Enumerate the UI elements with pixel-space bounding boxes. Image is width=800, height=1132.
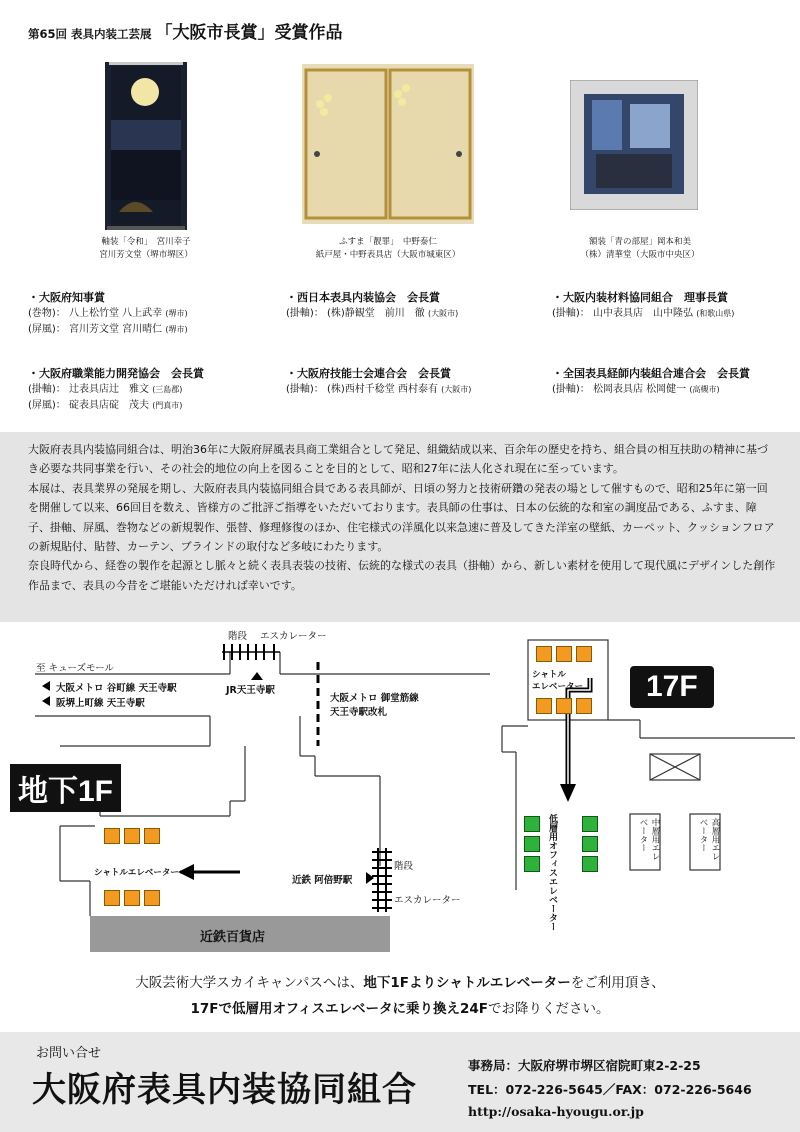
office-elevator-car: [582, 816, 598, 832]
award-winner: 辻表具店辻 雅文: [69, 384, 149, 395]
award-winner: (株)静観堂 前川 徹: [327, 308, 425, 319]
award-winner: (株)西村千稔堂 西村泰有: [327, 384, 438, 395]
kintetsu-label: 近鉄 阿倍野駅: [292, 875, 353, 886]
stairs2-label: 階段: [394, 861, 414, 872]
office-address: 事務局：大阪府堺市堺区宿院町東2-2-25: [468, 1058, 701, 1073]
award-winner: 山中表具店 山中隆弘: [593, 308, 693, 319]
shuttle-elevator-car: [536, 698, 552, 714]
contact-phone-fax: TEL：072-226-5645／FAX：072-226-5646: [468, 1082, 752, 1097]
office-elevator-car: [524, 816, 540, 832]
mid-elevator-label: 中層用エレベーター: [638, 818, 660, 861]
intro-paragraph: 本展は、表具業界の発展を期し、大阪府表具内装協同組合員である表具師が、日頃の努力と技術研鑽の発表の場として催すもので、昭和25年に第一回を開催して以来、66回目を数え、皆様方のご批評ご指導をいただいております。表具師の仕事は、日本の伝統的な和室の調度品である、ふすま、障子、掛軸、屏風、巻物などの新規製作、張替、修理修復のほか、住宅様式の洋風化以来急速に普及してきた洋室の壁紙、カーペット、クッションフロアの新規貼付、貼替、カーテン、ブラインドの取付など多岐にわたります。: [28, 481, 775, 554]
award-place: (堺市): [165, 309, 188, 318]
work-caption-maker: 紙戸屋・中野表具店（大阪市城東区）: [315, 250, 461, 260]
intro-paragraph: 奈良時代から、経巻の製作を起源とし脈々と続く表具表装の技術、伝統的な様式の表具（掛軸）から、新しい素材を使用して現代風にデザインした創作作品まで、表具の今昔をご堪能いただければ幸いです。: [28, 559, 776, 592]
shuttle-elevator-car: [144, 890, 160, 906]
organization-name: 大阪府表具内装協同組合: [32, 1070, 417, 1110]
office-elevator-car: [582, 856, 598, 872]
award-title: ・西日本表具内装協会 会長賞: [286, 291, 440, 304]
page-title: 「大阪市長賞」受賞作品: [155, 23, 343, 43]
award-shokugyo: [28, 366, 204, 414]
award-title: ・大阪府職業能力開発協会 会長賞: [28, 367, 204, 380]
access-guide-line2: [0, 996, 800, 1022]
award-governor: [28, 290, 188, 338]
guide-text: 大阪芸術大学スカイキャンパスへは、: [135, 975, 364, 991]
award-winner: 宮川芳文堂 宮川晴仁: [69, 324, 163, 335]
office-elevator-car: [582, 836, 598, 852]
jr-label: JR天王寺駅: [226, 685, 275, 696]
award-tag: (屏風)：: [28, 324, 66, 335]
award-tag: (掛軸)：: [28, 384, 66, 395]
award-zenkoku: [552, 366, 750, 398]
shuttle-elevator-car: [556, 698, 572, 714]
award-tag: (掛軸)：: [286, 384, 324, 395]
escalator2-label: エスカレーター: [394, 895, 461, 906]
work-caption-title: 額装「青の部屋」岡本和美: [588, 237, 691, 247]
guide-text: をご利用頂き、: [570, 975, 665, 991]
work-caption-title: 軸装「令和」 宮川幸子: [101, 237, 191, 247]
access-guide: [0, 970, 800, 1022]
shuttle-elevator-car: [124, 890, 140, 906]
intro-paragraph: 大阪府表具内装協同組合は、明治36年に大阪府屏風表具商工業組合として発足、組織結成以来、百余年の歴史を持ち、組合員の相互扶助の精神に基づき必要な共同事業を行い、その社会的地位の向上を図ることを目的として、昭和27年に法人化され現在に至っています。: [28, 443, 768, 476]
shuttle-elevator-car: [536, 646, 552, 662]
award-tag: (巻物)：: [28, 308, 66, 319]
floor-badge-b1f: 地下1F: [10, 764, 121, 812]
work-caption-title: ふすま「靓罪」 中野泰仁: [339, 237, 437, 247]
shuttle-label-line2: エレベーター: [532, 682, 584, 692]
stairs-label: 階段: [228, 631, 248, 642]
award-title: ・大阪府知事賞: [28, 291, 105, 304]
award-place: (大阪市): [441, 385, 472, 394]
award-title: ・大阪内装材料協同組合 理事長賞: [552, 291, 728, 304]
award-tag: (屏風)：: [28, 400, 66, 411]
work-caption-maker: （株）清華堂（大阪市中央区）: [580, 250, 700, 260]
award-ginoushi: [286, 366, 471, 398]
website-link[interactable]: http://osaka-hyougu.or.jp: [468, 1104, 644, 1119]
inquiry-label: お問い合せ: [36, 1046, 102, 1061]
work-image-scroll: [105, 62, 187, 230]
work-caption-maker: 宮川芳文堂（堺市堺区）: [99, 250, 193, 260]
guide-text: でお降りください。: [488, 1001, 610, 1017]
award-tag: (掛軸)：: [552, 308, 590, 319]
access-guide-line1: [0, 970, 800, 996]
award-winner: 松岡表具店 松岡健一: [593, 384, 687, 395]
award-title: ・全国表具経師内装組合連合会 会長賞: [552, 367, 750, 380]
exhibition-name: 第65回 表具内装工芸展: [28, 27, 152, 41]
intro-text: [28, 440, 776, 595]
award-place: (大阪市): [428, 309, 459, 318]
award-place: (高槻市): [689, 385, 720, 394]
footer: [0, 1032, 800, 1132]
escalator-label: エスカレーター: [260, 631, 327, 642]
shuttle-elevator-car: [124, 828, 140, 844]
kyuzu-label: 至 キューズモール: [36, 663, 114, 674]
floor-badge-17f: 17F: [630, 666, 714, 708]
office-elevator-label: 低層用オフィスエレベーター: [547, 814, 557, 931]
shuttle-label: シャトルエレベーター: [94, 868, 179, 878]
award-naisou: [552, 290, 734, 322]
award-place: (堺市): [165, 325, 188, 334]
award-tag: (掛軸)：: [552, 384, 590, 395]
award-title: ・大阪府技能士会連合会 会長賞: [286, 367, 451, 380]
work-caption-3: [530, 236, 750, 262]
office-elevator-car: [524, 856, 540, 872]
midosuji-gate-label: 天王寺駅改札: [330, 707, 388, 718]
award-winner: 碇表具店碇 茂夫: [69, 400, 149, 411]
shuttle-elevator-car: [556, 646, 572, 662]
award-tag: (掛軸)：: [286, 308, 324, 319]
award-place: (門真市): [152, 401, 183, 410]
high-elevator-label: 高層用エレベーター: [698, 818, 720, 861]
award-nishinihon: [286, 290, 458, 322]
office-elevator-car: [524, 836, 540, 852]
shuttle-elevator-car: [144, 828, 160, 844]
award-place: (三島郡): [152, 385, 183, 394]
shuttle-label-line1: シャトル: [532, 670, 566, 680]
shuttle-elevator-car: [576, 698, 592, 714]
award-winner: 八上松竹堂 八上武幸: [69, 308, 163, 319]
midosuji-label: 大阪メトロ 御堂筋線: [330, 693, 419, 704]
work-image-fusuma: [302, 64, 474, 224]
shuttle-elevator-car: [104, 828, 120, 844]
work-image-frame: [570, 80, 698, 210]
work-caption-2: [278, 236, 498, 262]
work-caption-1: [36, 236, 256, 262]
guide-emphasis: 地下1Fよりシャトルエレベーター: [363, 975, 571, 991]
guide-emphasis: 17Fで低層用オフィスエレベータに乗り換え24F: [190, 1001, 489, 1017]
shuttle-elevator-car: [576, 646, 592, 662]
map-b1f: [0, 626, 490, 966]
shuttle-elevator-car: [104, 890, 120, 906]
award-place: (和歌山県): [696, 309, 735, 318]
department-store-label: 近鉄百貨店: [200, 930, 266, 945]
map-17f: [490, 626, 800, 966]
hankai-label: 阪堺上町線 天王寺駅: [56, 698, 145, 709]
tanimachi-label: 大阪メトロ 谷町線 天王寺駅: [56, 683, 177, 694]
page-header: [28, 18, 343, 43]
